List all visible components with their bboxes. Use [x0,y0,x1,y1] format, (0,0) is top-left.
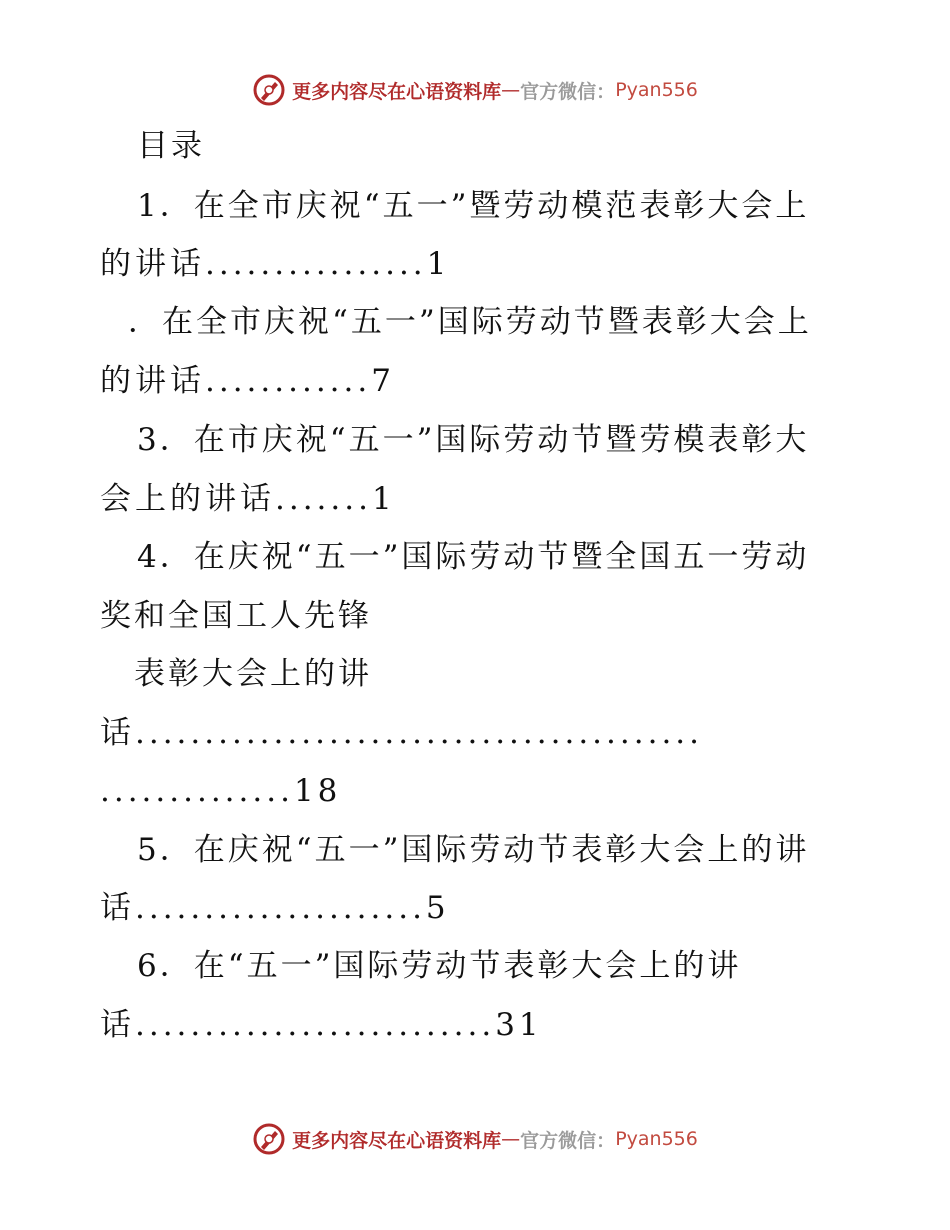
toc-entry-4-line-5: ..............18 [100,773,342,809]
pen-circle-logo-icon [252,1122,286,1156]
toc-entry-1-line-1: 1．在全市庆祝“五一”暨劳动模范表彰大会上 [137,188,810,224]
footer-banner [0,1119,950,1159]
toc-entry-4-line-3: 表彰大会上的讲 [134,656,372,692]
toc-title: 目录 [137,128,205,164]
toc-entry-2-line-1: ．在全市庆祝“五一”国际劳动节暨表彰大会上 [128,304,812,340]
toc-entry-3-line-2: 会上的讲话.......1 [100,481,396,517]
banner-brand: 更多内容尽在心语资料库 [292,1129,502,1152]
toc-entry-5-line-1: 5．在庆祝“五一”国际劳动节表彰大会上的讲 [137,832,810,868]
toc-entry-1-line-2: 的讲话................1 [100,246,451,282]
toc-entry-2-line-2: 的讲话............7 [100,363,395,399]
banner-wechat-label: 官方微信： [520,1129,616,1152]
banner-wechat-handle: Pyan556 [615,1128,698,1150]
toc-entry-6-line-1: 6．在“五一”国际劳动节表彰大会上的讲 [137,948,742,984]
banner-wechat-label: 官方微信： [520,80,616,103]
pen-circle-logo-icon [252,73,286,107]
toc-entry-5-line-2: 话.....................5 [100,890,450,926]
banner-brand: 更多内容尽在心语资料库 [292,80,502,103]
banner-separator: — [501,79,521,101]
toc-entry-4-line-2: 奖和全国工人先锋 [100,598,372,634]
banner-separator: — [501,1128,521,1150]
toc-entry-4-line-1: 4．在庆祝“五一”国际劳动节暨全国五一劳动 [137,539,810,575]
toc-entry-3-line-1: 3．在市庆祝“五一”国际劳动节暨劳模表彰大 [137,422,810,458]
header-banner [0,70,950,110]
banner-wechat-handle: Pyan556 [615,79,698,101]
toc-entry-4-line-4: 话......................................... [100,715,704,751]
toc-entry-6-line-2: 话..........................31 [100,1007,543,1043]
